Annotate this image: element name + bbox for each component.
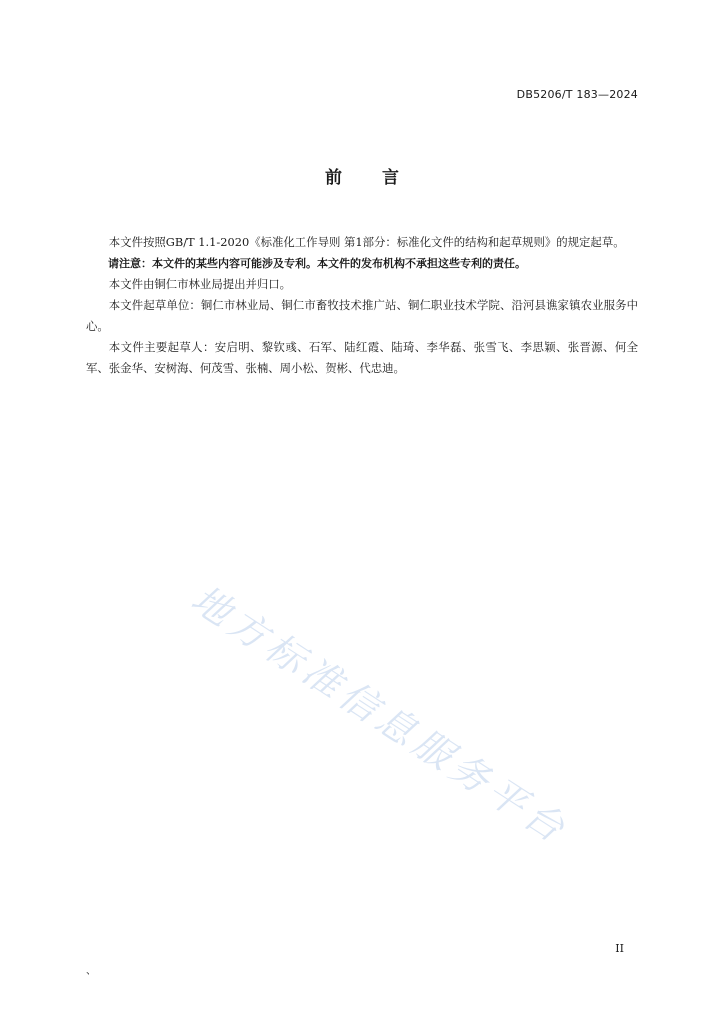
page-number: II <box>615 942 624 955</box>
watermark: 地方标准信息服务平台 <box>183 576 577 854</box>
paragraph-patent-notice: 请注意：本文件的某些内容可能涉及专利。本文件的发布机构不承担这些专利的责任。 <box>108 257 526 270</box>
paragraph-drafting-units: 本文件起草单位：铜仁市林业局、铜仁市畜牧技术推广站、铜仁职业技术学院、沿河县谯家镇农业服务中心。 <box>86 298 638 333</box>
document-code: DB5206/T 183—2024 <box>516 88 638 101</box>
page-title: 前言 <box>325 168 439 188</box>
stray-mark: 、 <box>86 966 96 977</box>
paragraph-drafters: 本文件主要起草人：安启明、黎钦彧、石军、陆红霞、陆琦、李华磊、张雪飞、李思颖、张晋源、何全军、张金华、安树海、何茂雪、张楠、周小松、贺彬、代忠迪。 <box>86 340 638 375</box>
foreword-body <box>86 232 638 379</box>
paragraph-proposer: 本文件由铜仁市林业局提出并归口。 <box>108 277 292 291</box>
paragraph-drafting-rules: 本文件按照GB/T 1.1-2020《标准化工作导则 第1部分：标准化文件的结构和起草规则》的规定起草。 <box>108 235 625 249</box>
